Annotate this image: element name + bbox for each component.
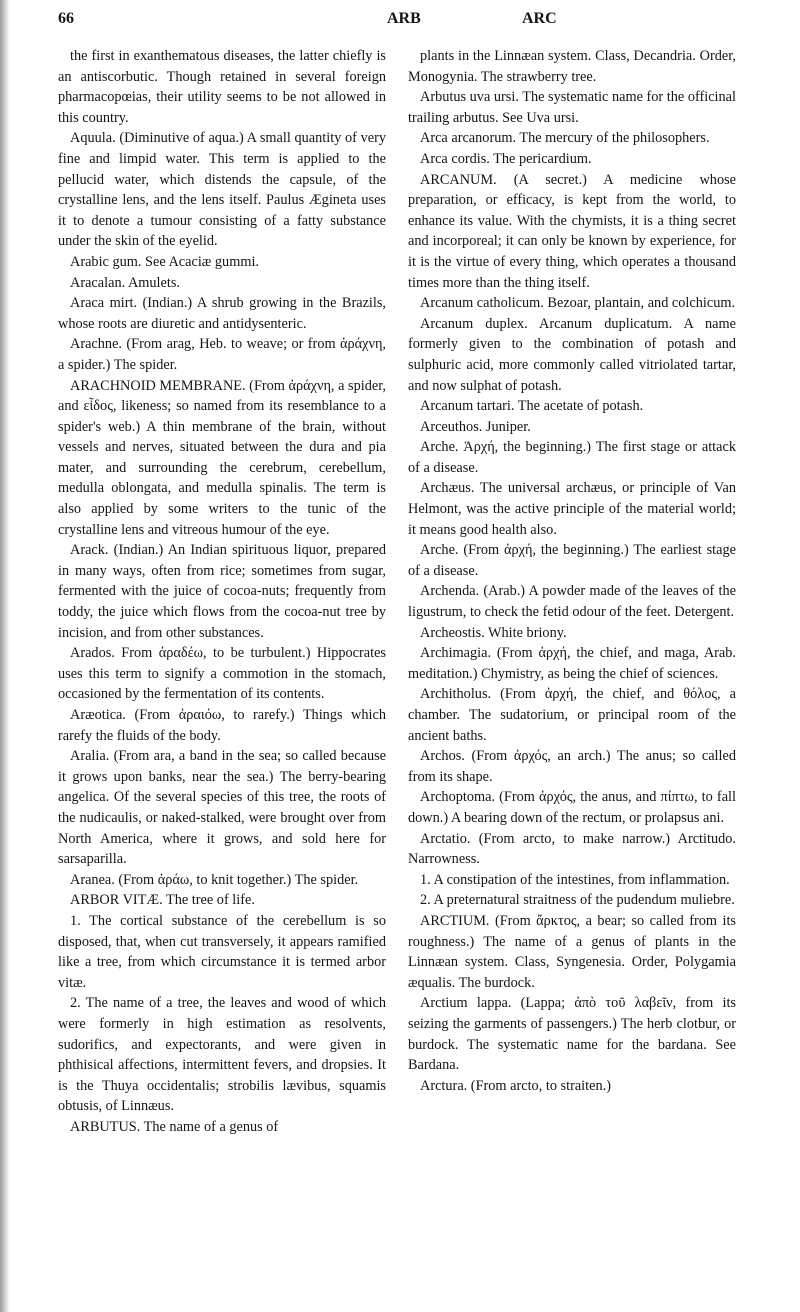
entry-archimagia: Archimagia. (From ἀρχή, the chief, and maga, Arab. meditation.) Chymistry, as being the chief of sciences.: [408, 645, 736, 682]
entry-archoptoma: Archoptoma. (From ἀρχός, the anus, and πίπτω, to fall down.) A bearing down of the rectum, or prolapsus ani.: [408, 789, 736, 826]
entry-aracalan: Aracalan. Amulets.: [70, 274, 180, 291]
entry-arcanum: ARCANUM. (A secret.) A medicine whose preparation, or efficacy, is kept from the world, to enhance its value. With the chymists, it is a thing secret and incorporeal; it can only be known by experience, for it is the virtue of every thing, which operates a thousand times more than the thing itself.: [408, 171, 736, 291]
entry-arche: Arche. Ἀρχή, the beginning.) The first stage or attack of a disease.: [408, 439, 736, 476]
entry-arcanum-tartari: Arcanum tartari. The acetate of potash.: [420, 398, 644, 415]
entry-archaeus: Archæus. The universal archæus, or principle of Van Helmont, was the active principle of the material world; it means good health also.: [408, 480, 736, 538]
entry-arctatio-1: 1. A constipation of the intestines, from inflammation.: [420, 871, 730, 888]
entry-arbor-vitae-1: 1. The cortical substance of the cerebellum is so disposed, that, when cut transversely, it appears ramified like a tree, from which circumstance it is termed arbor vitæ.: [58, 912, 386, 991]
entry-arctatio-2: 2. A preternatural straitness of the pudendum muliebre.: [420, 892, 735, 909]
entry-arctium-lappa: Arctium lappa. (Lappa; ἀπὸ τοῦ λαβεῖν, from its seizing the garments of passengers.) The herb clotbur, or burdock. The systematic name for the bardana. See Bardana.: [408, 995, 736, 1074]
entry-arcanum-catholicum: Arcanum catholicum. Bezoar, plantain, and colchicum.: [420, 295, 736, 312]
entry-arados: Arados. From ἀραδέω, to be turbulent.) Hippocrates uses this term to signify a commotion in the stomach, occasioned by the fermentation of its contents.: [58, 645, 386, 703]
entry-araca-mirt: Araca mirt. (Indian.) A shrub growing in the Brazils, whose roots are diuretic and antidysenteric.: [58, 295, 386, 332]
entry-arbor-vitae: ARBOR VITÆ. The tree of life.: [70, 892, 255, 909]
running-header: [40, 0, 760, 40]
entry-archos: Archos. (From ἀρχός, an arch.) The anus; so called from its shape.: [408, 748, 736, 785]
entry-archeostis: Archeostis. White briony.: [420, 624, 567, 641]
entry-architholus: Architholus. (From ἀρχή, the chief, and θόλος, a chamber. The sudatorium, or principal room of the ancient baths.: [408, 686, 736, 744]
entry-arbutus-uva-ursi: Arbutus uva ursi. The systematic name for the officinal trailing arbutus. See Uva ursi.: [408, 89, 736, 126]
entry-arceuthos: Arceuthos. Juniper.: [420, 418, 531, 435]
entry-arca-arcanorum: Arca arcanorum. The mercury of the philosophers.: [420, 130, 710, 147]
entry-archenda: Archenda. (Arab.) A powder made of the leaves of the ligustrum, to check the fetid odour of the feet. Detergent.: [408, 583, 736, 621]
entry-aranea: Aranea. (From ἀράω, to knit together.) The spider.: [70, 871, 359, 888]
page-binding-edge: [0, 0, 10, 1312]
entry-aquula: Aquula. (Diminutive of aqua.) A small quantity of very fine and limpid water. This term is applied to the pellucid water, which distends the capsule, of the crystalline lens, and the lens itself. Paulus Ægineta uses it to denote a tumour consisting of a fatty substance under the skin of the eyelid.: [58, 130, 386, 250]
page-number: 66: [58, 10, 74, 27]
right-column: [408, 46, 736, 1096]
entry-araeotica: Aræotica. (From ἀραιόω, to rarefy.) Things which rarefy the fluids of the body.: [58, 707, 386, 744]
entry-arctatio: Arctatio. (From arcto, to make narrow.) Arctitudo. Narrowness.: [408, 830, 736, 868]
entry-aralia: Aralia. (From ara, a band in the sea; so called because it grows upon banks, near the sea.) The berry-bearing angelica. Of the several species of this tree, the roots of the nudicaulis, or naked-stalked, were brought over from North America, where it grows, and sold here for sarsaparilla.: [58, 748, 386, 868]
entry-arctium: ARCTIUM. (From ἄρκτος, a bear; so called from its roughness.) The name of a genus of plants in the Linnæan system. Class, Syngenesia. Order, Polygamia æqualis. The burdock.: [408, 912, 736, 991]
left-column: [58, 46, 386, 1137]
running-head-right: ARC: [522, 10, 557, 27]
entry-arachne: Arachne. (From arag, Heb. to weave; or from ἀράχνη, a spider.) The spider.: [58, 336, 386, 373]
running-head-left: ARB: [387, 10, 421, 27]
entry-arche-2: Arche. (From ἀρχή, the beginning.) The earliest stage of a disease.: [408, 542, 736, 579]
entry-continuation: the first in exanthematous diseases, the latter chiefly is an antiscorbutic. Though retained in several foreign pharmacopœias, their utility seems to be not allowed in this country.: [58, 48, 386, 126]
entry-arca-cordis: Arca cordis. The pericardium.: [420, 150, 592, 167]
entry-arachnoid-membrane: ARACHNOID MEMBRANE. (From ἀράχνη, a spider, and εἶδος, likeness; so named from its resemblance to a spider's web.) A thin membrane of the brain, without vessels and nerves, situated between the dura and pia mater, and surrounding the cerebrum, cerebellum, medulla oblongata, and medulla spinalis. The term is also applied by some writers to the tunic of the crystalline lens and vitreous humour of the eye.: [58, 377, 386, 538]
entry-arctura: Arctura. (From arcto, to straiten.): [420, 1077, 611, 1094]
entry-arack: Arack. (Indian.) An Indian spirituous liquor, prepared in many ways, often from rice; sometimes from sugar, fermented with the juice of cocoa-nuts; frequently from toddy, the juice which flows from the cocoa-nut tree by incision, and from other substances.: [58, 542, 386, 641]
entry-arbutus-continued: plants in the Linnæan system. Class, Decandria. Order, Monogynia. The strawberry tree.: [408, 48, 736, 85]
entry-arbor-vitae-2: 2. The name of a tree, the leaves and wood of which were formerly in high estimation as resolvents, sudorifics, and expectorants, and were given in phthisical affections, intermittent fevers, and dropsies. It is the Thuya occidentalis; strobilis lævibus, squamis obtusis, of Linnæus.: [58, 995, 386, 1115]
entry-arcanum-duplex: Arcanum duplex. Arcanum duplicatum. A name formerly given to the combination of potash and sulphuric acid, more commonly called vitriolated tartar, and now sulphat of potash.: [408, 315, 736, 394]
entry-arabic-gum: Arabic gum. See Acaciæ gummi.: [70, 253, 259, 270]
entry-arbutus: ARBUTUS. The name of a genus of: [70, 1118, 279, 1135]
